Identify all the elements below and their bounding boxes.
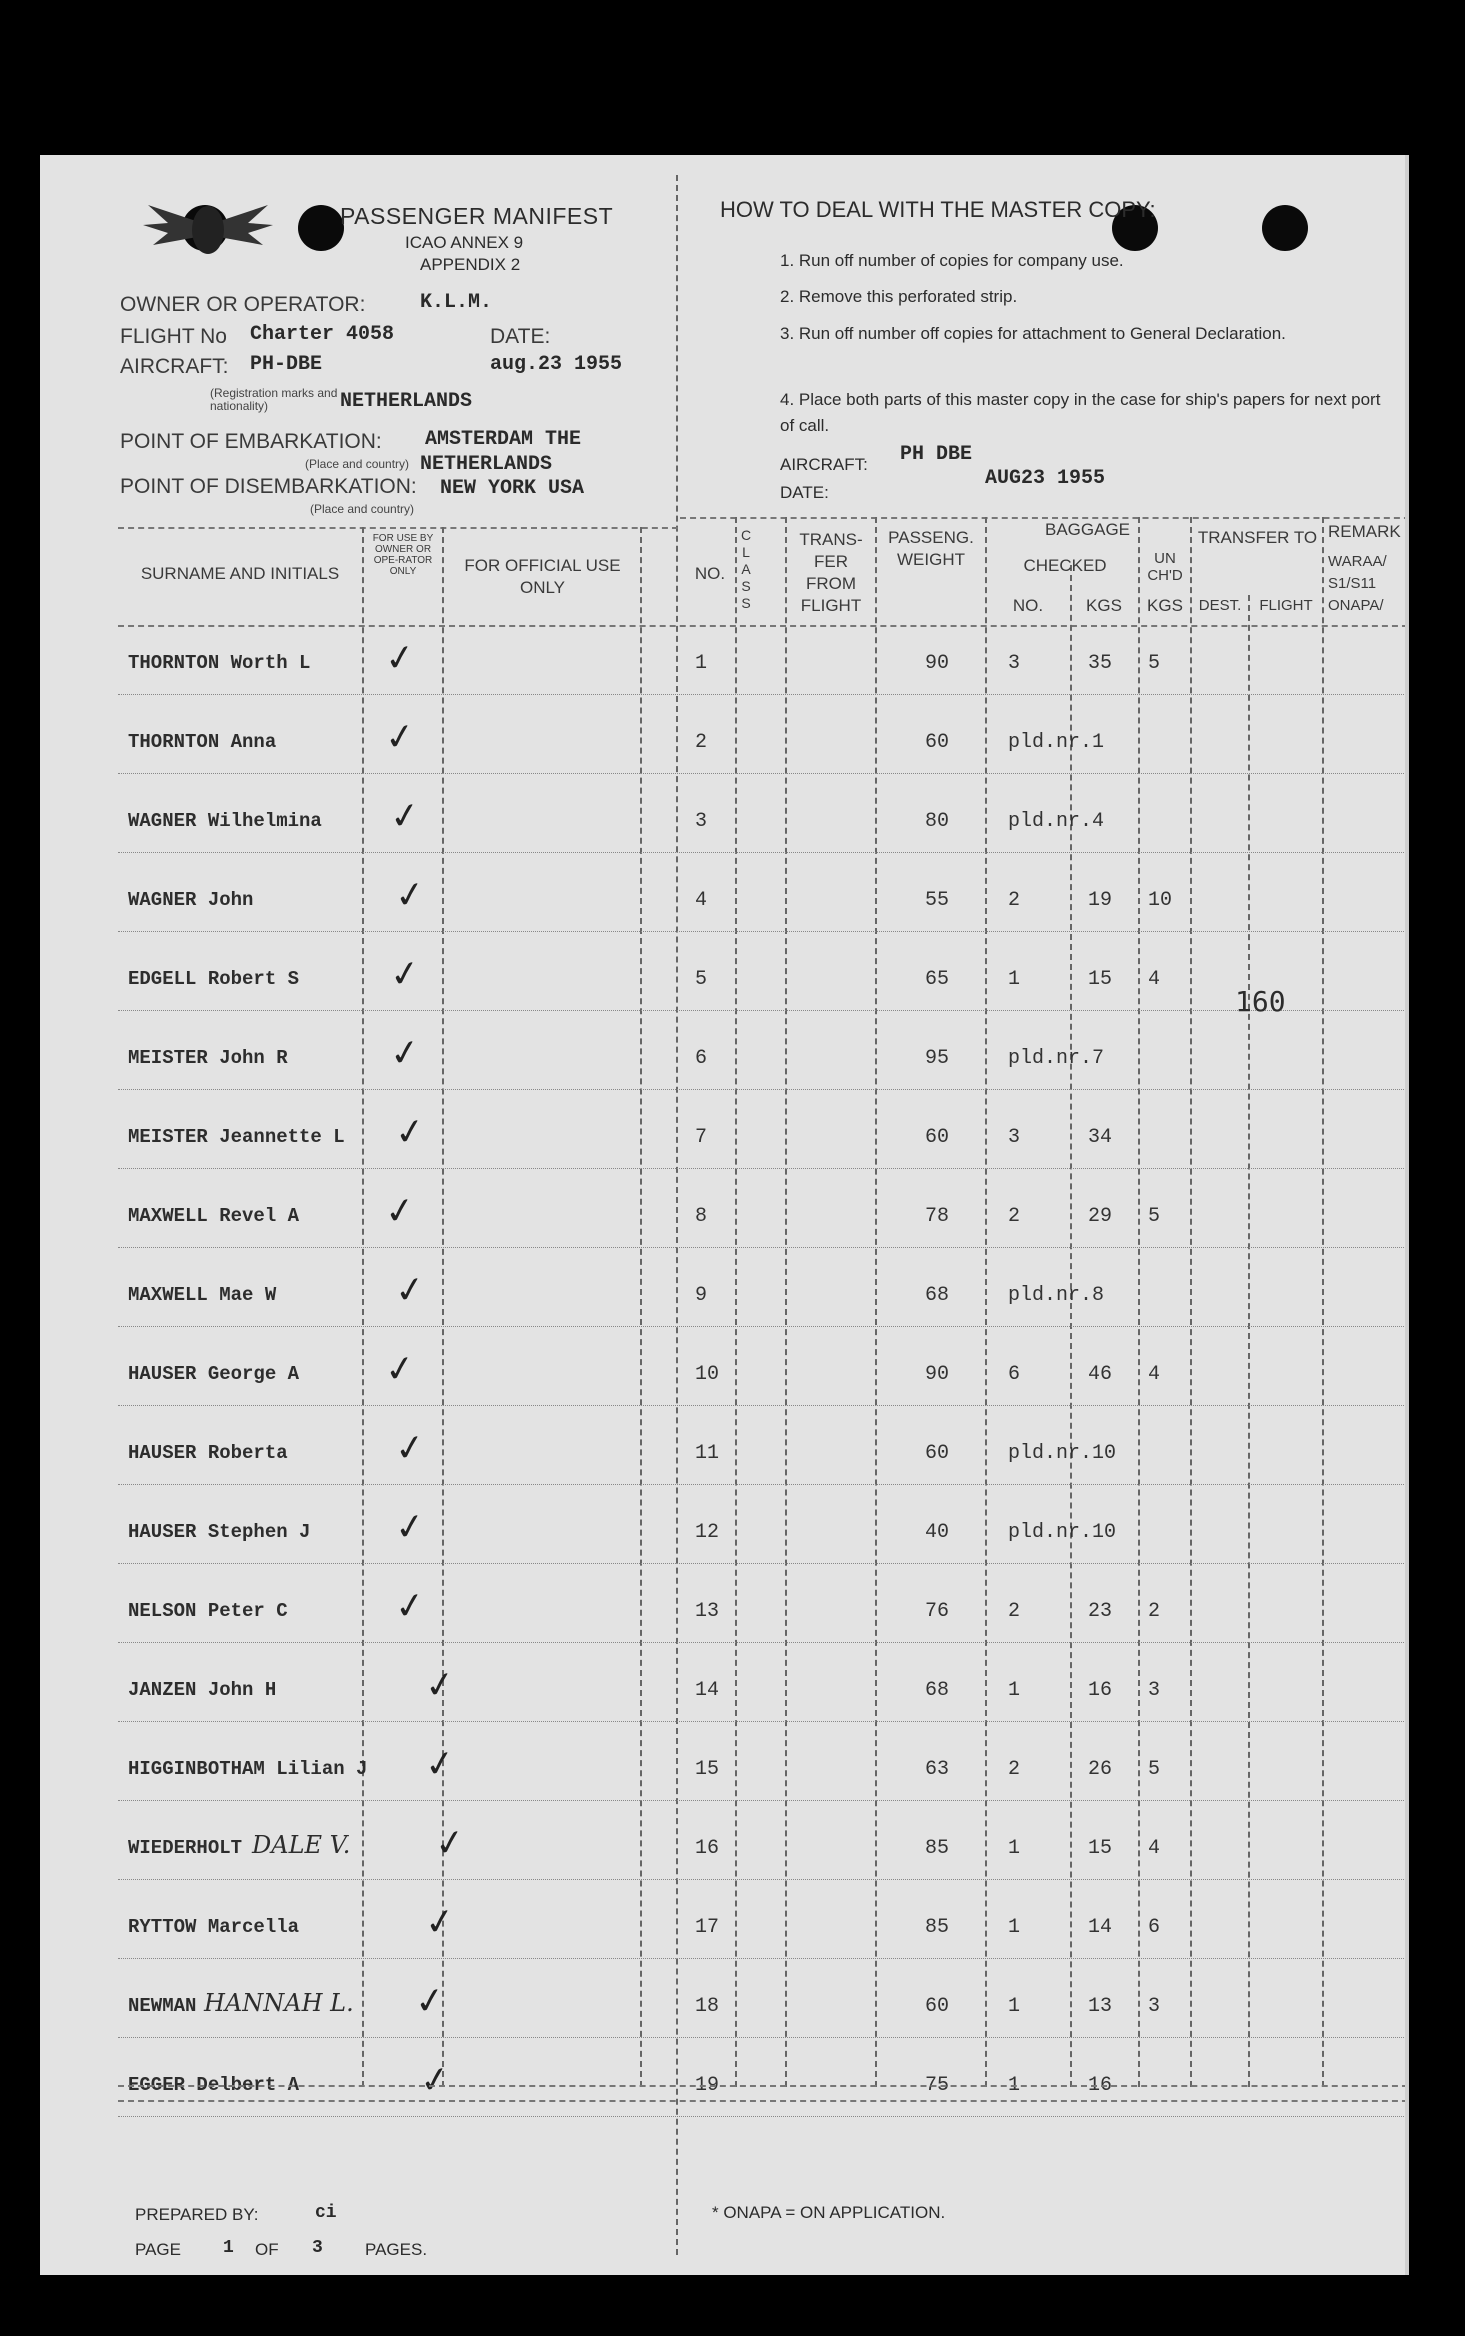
col-flight: FLIGHT: [1259, 597, 1313, 614]
passenger-name: HAUSER Stephen J: [128, 1521, 311, 1543]
passenger-number: 10: [695, 1363, 720, 1386]
table-row-divider: [118, 2037, 1409, 2038]
col-transfer-from: TRANS-FER FROM FLIGHT: [799, 530, 863, 615]
check-mark-icon: ✓: [417, 2058, 453, 2103]
baggage-checked-kgs: 14: [1088, 1916, 1113, 1939]
passenger-name: NELSON Peter C: [128, 1600, 288, 1622]
baggage-checked-kgs: 15: [1088, 1837, 1113, 1860]
embark-country: NETHERLANDS: [420, 453, 553, 476]
instruction-2: 2. Remove this perforated strip.: [780, 287, 1018, 306]
passenger-name: EGGER Delbert A: [128, 2074, 300, 2096]
header-bottom-rule: [118, 625, 1409, 627]
table-row-divider: [118, 1563, 1409, 1564]
check-mark-icon: ✓: [432, 1821, 468, 1866]
disembark-value: NEW YORK USA: [440, 477, 585, 500]
transfer-note: 160: [1235, 985, 1286, 1018]
passenger-weight: 65: [925, 968, 950, 991]
check-mark-icon: ✓: [387, 952, 423, 997]
check-mark-icon: ✓: [392, 1268, 428, 1313]
prepared-value: ci: [315, 2203, 337, 2223]
baggage-checked-no: pld.nr.1: [1008, 731, 1105, 754]
col-checked: CHECKED: [1023, 556, 1107, 575]
passenger-number: 18: [695, 1995, 720, 2018]
col-owner-use: FOR USE BY OWNER OR OPE-RATOR ONLY: [372, 533, 434, 577]
passenger-name: HIGGINBOTHAM Lilian J: [128, 1758, 368, 1780]
passenger-number: 12: [695, 1521, 720, 1544]
instruction-1: 1. Run off number of copies for company use.: [780, 251, 1124, 270]
check-mark-icon: ✓: [382, 1189, 418, 1234]
baggage-checked-no: 1: [1008, 2074, 1021, 2097]
check-mark-icon: ✓: [422, 1900, 458, 1945]
registration-note: (Registration marks and nationality): [210, 386, 338, 413]
punch-hole: [1262, 205, 1308, 251]
check-mark-icon: ✓: [392, 1110, 428, 1155]
passenger-weight: 78: [925, 1205, 950, 1228]
passenger-name: NEWMAN: [128, 1995, 197, 2017]
owner-value: K.L.M.: [420, 291, 493, 314]
passenger-number: 19: [695, 2074, 720, 2097]
check-mark-icon: ✓: [382, 636, 418, 681]
table-row-divider: [118, 1089, 1409, 1090]
baggage-checked-no: 2: [1008, 1205, 1021, 1228]
aircraft-value: PH-DBE: [250, 353, 323, 376]
baggage-checked-no: 1: [1008, 1679, 1021, 1702]
table-row-divider: [118, 1484, 1409, 1485]
passenger-number: 8: [695, 1205, 708, 1228]
passenger-weight: 60: [925, 1442, 950, 1465]
col-weight: PASSENG. WEIGHT: [888, 528, 974, 569]
onapa-note: * ONAPA = ON APPLICATION.: [712, 2203, 946, 2222]
right-date-value: AUG23 1955: [985, 467, 1106, 490]
page-value: 1: [223, 2238, 234, 2258]
pages-label: PAGES.: [365, 2240, 428, 2259]
passenger-name: HAUSER Roberta: [128, 1442, 288, 1464]
check-mark-icon: ✓: [387, 794, 423, 839]
baggage-unchecked-kgs: 5: [1148, 652, 1161, 675]
col-checked-kgs: KGS: [1086, 596, 1122, 615]
col-unchd-kgs: KGS: [1147, 596, 1183, 615]
table-row-divider: [118, 1958, 1409, 1959]
passenger-number: 2: [695, 731, 708, 754]
passenger-name: EDGELL Robert S: [128, 968, 300, 990]
baggage-checked-kgs: 29: [1088, 1205, 1113, 1228]
passenger-number: 11: [695, 1442, 720, 1465]
passenger-number: 3: [695, 810, 708, 833]
check-mark-icon: ✓: [382, 715, 418, 760]
manifest-title: PASSENGER MANIFEST: [340, 203, 614, 229]
baggage-checked-kgs: 16: [1088, 2074, 1113, 2097]
col-remarks: REMARK: [1328, 522, 1401, 541]
passenger-weight: 63: [925, 1758, 950, 1781]
header-rule: [118, 527, 678, 529]
passenger-name: MEISTER Jeannette L: [128, 1126, 345, 1148]
passenger-name: THORNTON Worth L: [128, 652, 311, 674]
table-row-divider: [118, 852, 1409, 853]
disembark-label: POINT OF DISEMBARKATION:: [120, 475, 417, 498]
table-row-divider: [118, 2116, 1409, 2117]
perforation-line: [676, 175, 678, 2255]
passenger-number: 13: [695, 1600, 720, 1623]
baggage-checked-kgs: 15: [1088, 968, 1113, 991]
manifest-sheet: [40, 155, 1409, 2275]
passenger-weight: 60: [925, 1126, 950, 1149]
baggage-checked-kgs: 16: [1088, 1679, 1113, 1702]
instruction-3: 3. Run off number off copies for attachment to General Declaration.: [780, 324, 1286, 343]
baggage-checked-no: 2: [1008, 1758, 1021, 1781]
date-value: aug.23 1955: [490, 353, 623, 376]
col-checked-no: NO.: [1012, 596, 1044, 615]
embark-note: (Place and country): [305, 457, 410, 471]
right-aircraft-value: PH DBE: [900, 443, 973, 466]
flight-value: Charter 4058: [250, 323, 395, 346]
of-label: OF: [255, 2240, 279, 2259]
passenger-weight: 85: [925, 1837, 950, 1860]
table-row-divider: [118, 1010, 1409, 1011]
col-baggage: BAGGAGE: [1044, 520, 1131, 539]
table-row-divider: [118, 1879, 1409, 1880]
table-row-divider: [118, 1642, 1409, 1643]
baggage-checked-no: pld.nr.7: [1008, 1047, 1105, 1070]
passenger-name: MEISTER John R: [128, 1047, 288, 1069]
passenger-weight: 68: [925, 1284, 950, 1307]
date-label: DATE:: [490, 325, 551, 348]
col-surname: SURNAME AND INITIALS: [140, 564, 340, 583]
baggage-unchecked-kgs: 3: [1148, 1679, 1161, 1702]
baggage-checked-no: 2: [1008, 1600, 1021, 1623]
passenger-name-handwritten: HANNAH L.: [204, 1989, 354, 2017]
table-row-divider: [118, 1405, 1409, 1406]
passenger-number: 7: [695, 1126, 708, 1149]
baggage-checked-no: pld.nr.4: [1008, 810, 1105, 833]
baggage-checked-no: pld.nr.8: [1008, 1284, 1105, 1307]
passenger-weight: 90: [925, 652, 950, 675]
check-mark-icon: ✓: [422, 1742, 458, 1787]
of-value: 3: [312, 2238, 323, 2258]
baggage-unchecked-kgs: 5: [1148, 1205, 1161, 1228]
col-class: CLASS: [740, 527, 752, 611]
passenger-number: 17: [695, 1916, 720, 1939]
table-row-divider: [118, 931, 1409, 932]
passenger-weight: 75: [925, 2074, 950, 2097]
col-no: NO.: [694, 564, 726, 583]
col-dest: DEST.: [1198, 597, 1242, 614]
passenger-number: 14: [695, 1679, 720, 1702]
embark-label: POINT OF EMBARKATION:: [120, 430, 382, 453]
baggage-unchecked-kgs: 4: [1148, 1363, 1161, 1386]
baggage-unchecked-kgs: 2: [1148, 1600, 1161, 1623]
baggage-checked-kgs: 34: [1088, 1126, 1113, 1149]
baggage-checked-no: pld.nr.10: [1008, 1521, 1117, 1544]
passenger-number: 9: [695, 1284, 708, 1307]
passenger-number: 1: [695, 652, 708, 675]
baggage-unchecked-kgs: 4: [1148, 968, 1161, 991]
baggage-checked-no: 2: [1008, 889, 1021, 912]
instructions-title: HOW TO DEAL WITH THE MASTER COPY:: [720, 197, 1156, 222]
baggage-checked-no: 1: [1008, 968, 1021, 991]
baggage-unchecked-kgs: 10: [1148, 889, 1173, 912]
passenger-weight: 55: [925, 889, 950, 912]
baggage-checked-kgs: 46: [1088, 1363, 1113, 1386]
passenger-name: RYTTOW Marcella: [128, 1916, 300, 1938]
passenger-number: 16: [695, 1837, 720, 1860]
table-row-divider: [118, 1800, 1409, 1801]
passenger-weight: 68: [925, 1679, 950, 1702]
passenger-name: JANZEN John H: [128, 1679, 277, 1701]
check-mark-icon: ✓: [392, 1426, 428, 1471]
baggage-checked-no: 6: [1008, 1363, 1021, 1386]
passenger-name: THORNTON Anna: [128, 731, 277, 753]
right-aircraft-label: AIRCRAFT:: [780, 455, 868, 474]
passenger-weight: 60: [925, 731, 950, 754]
col-unchd: UN CH'D: [1147, 550, 1183, 584]
right-date-label: DATE:: [780, 483, 829, 502]
klm-wing-logo-icon: [138, 195, 278, 265]
passenger-number: 6: [695, 1047, 708, 1070]
check-mark-icon: ✓: [382, 1347, 418, 1392]
baggage-unchecked-kgs: 4: [1148, 1837, 1161, 1860]
punch-hole: [298, 205, 344, 251]
check-mark-icon: ✓: [412, 1979, 448, 2024]
baggage-checked-no: 1: [1008, 1916, 1021, 1939]
baggage-checked-kgs: 35: [1088, 652, 1113, 675]
baggage-checked-no: 3: [1008, 652, 1021, 675]
nationality-value: NETHERLANDS: [340, 390, 473, 413]
passenger-number: 15: [695, 1758, 720, 1781]
passenger-weight: 90: [925, 1363, 950, 1386]
embark-value: AMSTERDAM THE: [425, 428, 582, 451]
table-row-divider: [118, 1326, 1409, 1327]
table-row-divider: [118, 1247, 1409, 1248]
passenger-name: WAGNER Wilhelmina: [128, 810, 322, 832]
prepared-label: PREPARED BY:: [135, 2205, 259, 2224]
passenger-name-handwritten: DALE V.: [252, 1831, 351, 1859]
page-label: PAGE: [135, 2240, 181, 2259]
passenger-weight: 95: [925, 1047, 950, 1070]
col-remarks-sub: WARAA/ S1/S11 ONAPA/: [1328, 553, 1387, 614]
baggage-unchecked-kgs: 5: [1148, 1758, 1161, 1781]
check-mark-icon: ✓: [387, 1031, 423, 1076]
passenger-name: HAUSER George A: [128, 1363, 300, 1385]
baggage-checked-no: 1: [1008, 1837, 1021, 1860]
aircraft-label: AIRCRAFT:: [120, 355, 229, 378]
col-transfer-to: TRANSFER TO: [1197, 528, 1318, 547]
baggage-unchecked-kgs: 3: [1148, 1995, 1161, 2018]
check-mark-icon: ✓: [392, 1584, 428, 1629]
baggage-unchecked-kgs: 6: [1148, 1916, 1161, 1939]
passenger-name: MAXWELL Mae W: [128, 1284, 277, 1306]
instruction-4: 4. Place both parts of this master copy in the case for ship's papers for next port of call.: [780, 390, 1381, 435]
table-row-divider: [118, 773, 1409, 774]
baggage-checked-kgs: 19: [1088, 889, 1113, 912]
passenger-weight: 40: [925, 1521, 950, 1544]
table-row-divider: [118, 1168, 1409, 1169]
passenger-name: WIEDERHOLT: [128, 1837, 243, 1859]
passenger-weight: 76: [925, 1600, 950, 1623]
baggage-checked-no: pld.nr.10: [1008, 1442, 1117, 1465]
icao-annex: ICAO ANNEX 9: [405, 233, 524, 252]
baggage-checked-no: 3: [1008, 1126, 1021, 1149]
baggage-checked-kgs: 23: [1088, 1600, 1113, 1623]
passenger-number: 5: [695, 968, 708, 991]
passenger-name: WAGNER John: [128, 889, 254, 911]
disembark-note: (Place and country): [310, 502, 415, 516]
col-official: FOR OFFICIAL USE ONLY: [464, 556, 621, 597]
baggage-checked-kgs: 13: [1088, 1995, 1113, 2018]
appendix: APPENDIX 2: [420, 255, 521, 274]
passenger-weight: 60: [925, 1995, 950, 2018]
passenger-weight: 85: [925, 1916, 950, 1939]
baggage-checked-no: 1: [1008, 1995, 1021, 2018]
check-mark-icon: ✓: [422, 1663, 458, 1708]
baggage-checked-kgs: 26: [1088, 1758, 1113, 1781]
flight-label: FLIGHT No: [120, 325, 227, 348]
owner-label: OWNER OR OPERATOR:: [120, 293, 366, 316]
passenger-weight: 80: [925, 810, 950, 833]
check-mark-icon: ✓: [392, 1505, 428, 1550]
check-mark-icon: ✓: [392, 873, 428, 918]
passenger-number: 4: [695, 889, 708, 912]
table-row-divider: [118, 694, 1409, 695]
table-row-divider: [118, 1721, 1409, 1722]
passenger-name: MAXWELL Revel A: [128, 1205, 300, 1227]
